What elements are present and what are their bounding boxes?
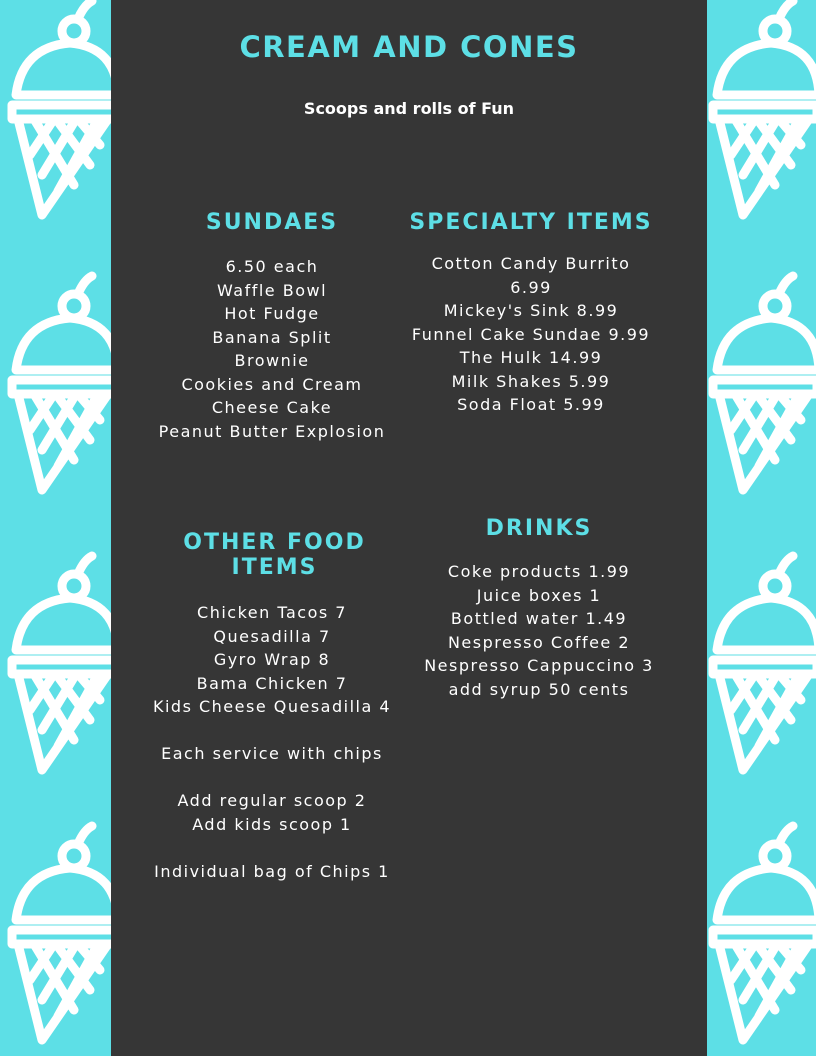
menu-item bbox=[147, 719, 397, 743]
ice-cream-cone-icon bbox=[4, 0, 111, 239]
menu-item: Nespresso Coffee 2 bbox=[447, 632, 631, 652]
menu-item: Nespresso Cappuccino 3 bbox=[424, 656, 654, 675]
ice-cream-cone-icon bbox=[4, 820, 111, 1056]
menu-item: Waffle Bowl bbox=[216, 280, 328, 300]
menu-item: Bama Chicken 7 bbox=[196, 673, 348, 693]
menu-item: 6.99 bbox=[510, 277, 552, 297]
item-list bbox=[404, 560, 674, 701]
menu-item: Coke products 1.99 bbox=[447, 562, 631, 581]
menu-item: Cookies and Cream bbox=[181, 374, 363, 394]
menu-item: Cheese Cake bbox=[211, 398, 333, 417]
menu-item: Chicken Tacos 7 bbox=[197, 603, 347, 622]
menu-item: Peanut Butter Explosion bbox=[158, 421, 386, 441]
menu-item: Hot Fudge bbox=[224, 304, 320, 323]
ice-cream-cone-icon bbox=[4, 550, 111, 794]
menu-item bbox=[147, 766, 397, 790]
section-heading-line: ITEMS bbox=[231, 555, 318, 580]
item-list bbox=[147, 601, 397, 883]
menu-panel bbox=[111, 0, 707, 1056]
menu-item: 6.50 each bbox=[225, 257, 319, 276]
ice-cream-cone-icon bbox=[707, 270, 816, 514]
menu-item: Soda Float 5.99 bbox=[457, 395, 605, 414]
menu-item: Kids Cheese Quesadilla 4 bbox=[152, 697, 392, 716]
page-subtitle: Scoops and rolls of Fun bbox=[303, 99, 515, 118]
section-heading bbox=[147, 530, 397, 580]
menu-item: Add kids scoop 1 bbox=[192, 814, 352, 834]
section-specialty-items bbox=[396, 210, 666, 417]
menu-item: Juice boxes 1 bbox=[476, 585, 602, 605]
section-heading: SUNDAES bbox=[205, 210, 339, 235]
menu-item: Cotton Candy Burrito bbox=[431, 254, 631, 273]
menu-item: Quesadilla 7 bbox=[213, 626, 331, 646]
ice-cream-cone-icon bbox=[4, 270, 111, 514]
menu-item: The Hulk 14.99 bbox=[459, 348, 603, 367]
menu-item: Individual bag of Chips 1 bbox=[154, 861, 390, 881]
section-other-food-items bbox=[147, 530, 397, 883]
right-pattern bbox=[707, 0, 816, 1056]
menu-item bbox=[147, 836, 397, 860]
menu-item: add syrup 50 cents bbox=[448, 679, 630, 699]
section-heading-line: OTHER FOOD bbox=[183, 530, 366, 555]
section-drinks bbox=[404, 516, 674, 701]
menu-item: Gyro Wrap 8 bbox=[213, 650, 331, 669]
ice-cream-cone-icon bbox=[707, 820, 816, 1056]
ice-cream-cone-icon bbox=[707, 0, 816, 239]
menu-item: Bottled water 1.49 bbox=[450, 609, 628, 628]
item-list bbox=[396, 252, 666, 417]
section-heading: DRINKS bbox=[485, 516, 593, 541]
menu-item: Each service with chips bbox=[161, 744, 383, 763]
menu-item: Add regular scoop 2 bbox=[177, 791, 367, 810]
menu-item: Brownie bbox=[234, 351, 310, 370]
section-sundaes bbox=[147, 210, 397, 443]
left-pattern bbox=[0, 0, 111, 1056]
page-title: CREAM AND CONES bbox=[239, 30, 579, 64]
section-heading: SPECIALTY ITEMS bbox=[409, 210, 653, 235]
ice-cream-cone-icon bbox=[707, 550, 816, 794]
menu-item: Funnel Cake Sundae 9.99 bbox=[411, 324, 651, 344]
menu-item: Banana Split bbox=[212, 327, 332, 347]
item-list bbox=[147, 255, 397, 443]
menu-item: Mickey's Sink 8.99 bbox=[443, 301, 619, 320]
menu-item: Milk Shakes 5.99 bbox=[451, 371, 611, 391]
